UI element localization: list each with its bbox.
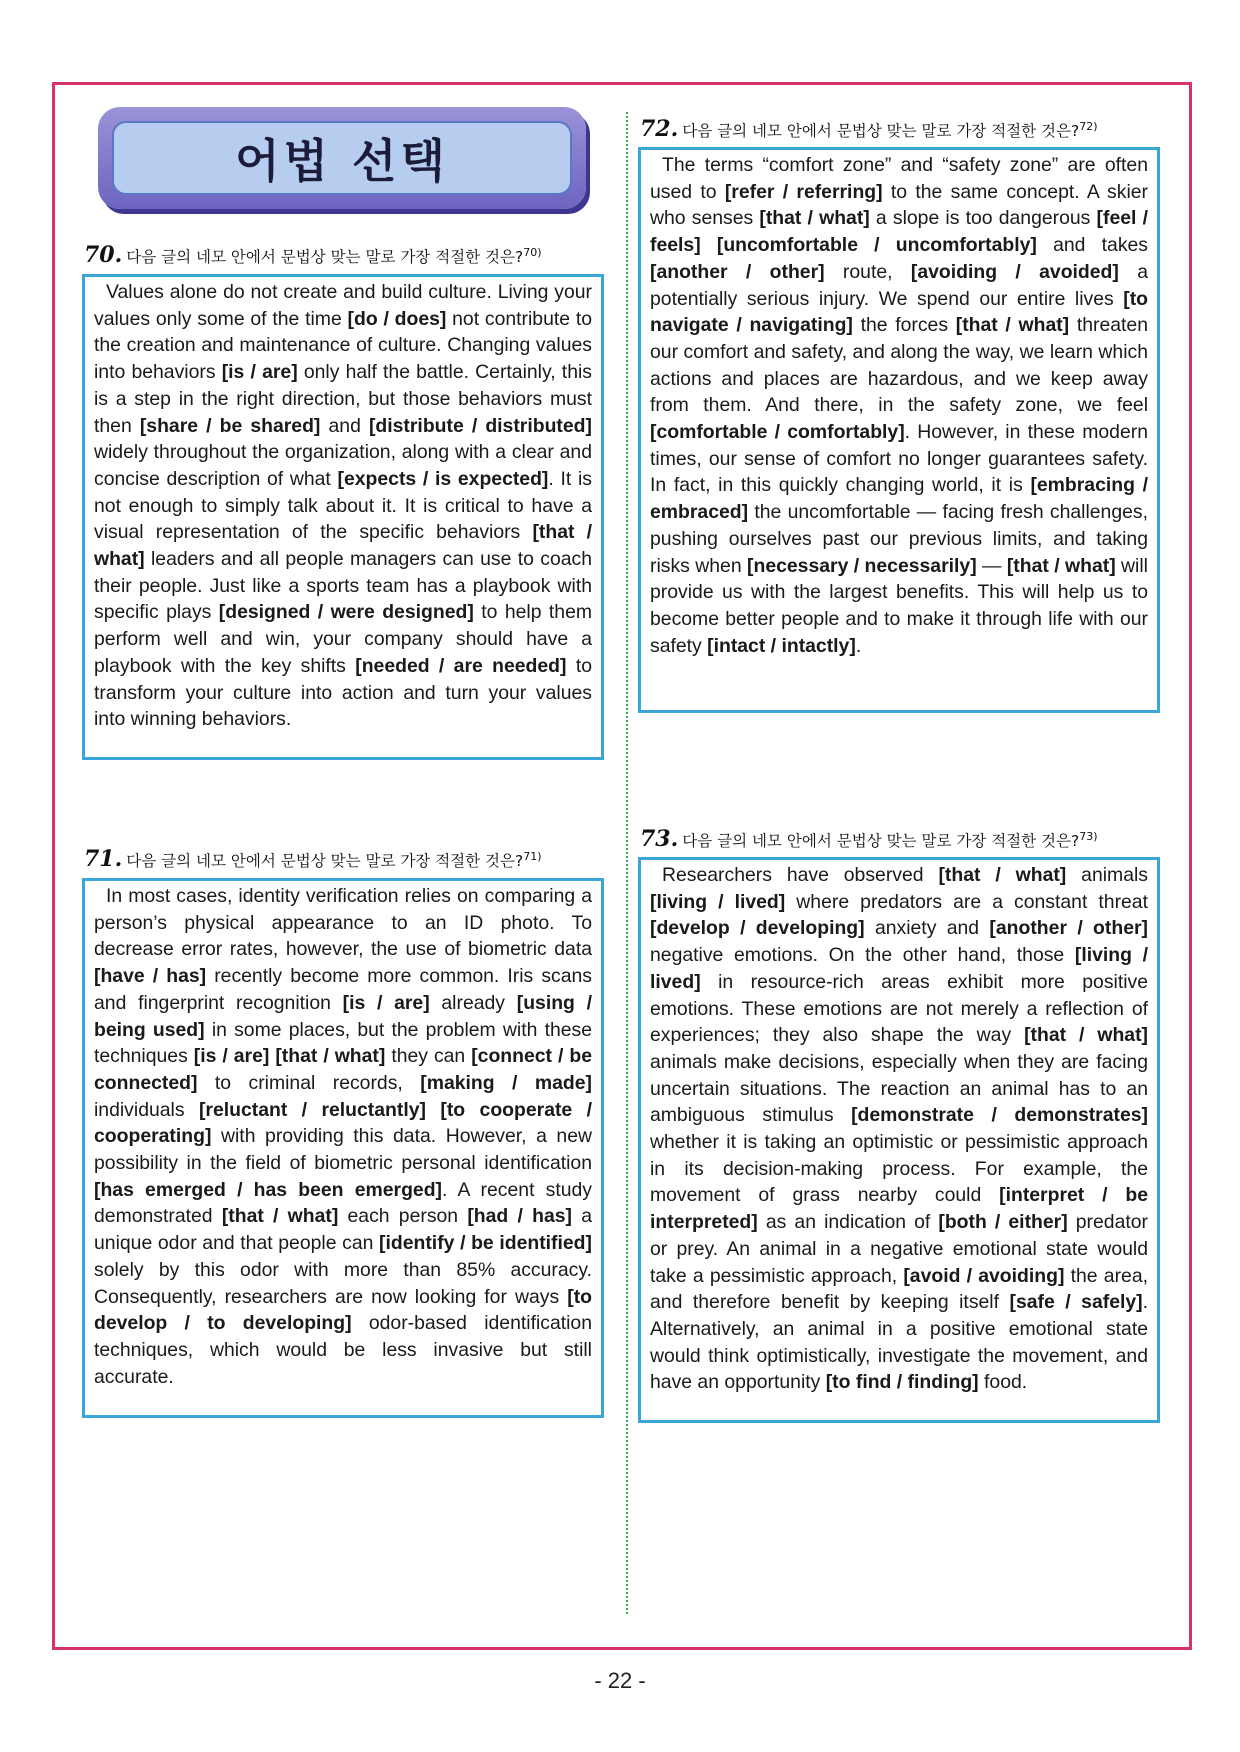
footnote-ref: 73) (1079, 829, 1098, 843)
answer-choice: [to find / finding] (825, 1371, 979, 1394)
passage-box-71 (82, 878, 604, 1418)
passage-text: a slope is too dangerous (869, 207, 1097, 230)
passage-text: recently become more common. Iris scans and fingerprint recognition (94, 965, 592, 1014)
question-number: 72. (640, 116, 679, 142)
passage-text (426, 1099, 440, 1121)
answer-choice: [is / are] (342, 991, 430, 1014)
answer-choice: [another / other] (989, 917, 1148, 940)
answer-choice: [refer / referring] (724, 180, 883, 203)
passage-text: route, (824, 260, 911, 283)
answer-choice: [intact / intactly] (707, 634, 856, 657)
question-number: 70. (84, 242, 123, 268)
passage-text: a unique odor and that people can (94, 1205, 592, 1255)
passage-text: the uncomfortable — facing fresh challenges, pushing ourselves past our previous limits, and taking risks when (650, 501, 1148, 577)
answer-choice: [share / be shared] (139, 414, 321, 437)
question-prompt: 다음 글의 네모 안에서 문법상 맞는 말로 가장 적절한 것은? (126, 248, 524, 266)
passage-text: animals (1066, 864, 1148, 886)
answer-choice: [distribute / distributed] (368, 414, 592, 437)
passage-text: in some places, but the problem with these techniques (94, 1018, 592, 1068)
question-number: 73. (640, 826, 679, 852)
passage-text: to help them perform well and win, your company should have a playbook with the key shifts (94, 601, 593, 677)
answer-choice: [identify / be identified] (379, 1232, 592, 1255)
passage-text: The terms “comfort zone” and “safety zone” are often used to (650, 154, 1148, 203)
passage-text: where predators are a constant threat (785, 890, 1148, 913)
answer-choice: [making / made] (420, 1071, 592, 1094)
answer-choice: [avoid / avoiding] (903, 1264, 1065, 1287)
answer-choice: [interpret / be interpreted] (650, 1184, 1148, 1234)
footnote-ref: 70) (523, 245, 542, 259)
page-number: - 22 - (594, 1668, 646, 1693)
answer-choice: [has emerged / has been emerged] (94, 1178, 442, 1201)
passage-text: predator or prey. An animal in a negative emotional state would take a pessimistic approach, (650, 1211, 1148, 1287)
answer-choice: [uncomfortable / uncomfortably] (716, 234, 1037, 257)
answer-choice: [expects / is expected] (337, 467, 549, 490)
passage-text: threaten our comfort and safety, and along the way, we learn which actions and places are hazardous, and we keep away from them. And there, in the safety zone, we feel (650, 314, 1148, 417)
answer-choice: [to navigate / navigating] (650, 287, 1148, 337)
passage-text: — (976, 554, 1007, 577)
passage-text: only half the battle. Certainly, this is a step in the right direction, but those behaviors must then (94, 361, 592, 437)
passage-text: already (429, 991, 517, 1014)
answer-choice: [necessary / necessarily] (747, 554, 977, 577)
passage-text: . Alternatively, an animal in a positive emotional state would think optimistically, investigate the movement, and have an opportunity (650, 1291, 1148, 1394)
answer-choice: [that / what] (938, 864, 1067, 886)
section-title-plate (112, 121, 572, 195)
answer-choice: [that / what] (275, 1045, 386, 1068)
answer-choice: [needed / are needed] (355, 654, 567, 677)
question-number: 71. (84, 846, 123, 872)
passage-box-72 (638, 147, 1160, 713)
footnote-ref: 72) (1079, 119, 1098, 133)
answer-choice: [is / are] (193, 1045, 270, 1068)
answer-choice: [connect / be connected] (94, 1045, 592, 1094)
passage-text: the area, and therefore benefit by keeping itself (650, 1264, 1148, 1314)
passage-text: animals make decisions, especially when they are facing uncertain situations. The reaction an animal has to an ambiguous stimulus (650, 1050, 1148, 1127)
answer-choice: [do / does] (347, 307, 447, 330)
passage-text: to transform your culture into action and turn your values into winning behaviors. (94, 654, 592, 731)
answer-choice: [that / what] (759, 207, 870, 230)
footnote-ref: 71) (523, 849, 542, 863)
answer-choice: [reluctant / reluctantly] (198, 1098, 426, 1121)
question-heading-72 (640, 116, 1098, 142)
passage-text: . However, in these modern times, our sense of comfort no longer guarantees safety. In fact, in this quickly changing world, it is (650, 421, 1148, 497)
passage-text: odor-based identification techniques, which would be less invasive but still accurate. (94, 1312, 593, 1388)
question-prompt: 다음 글의 네모 안에서 문법상 맞는 말로 가장 적절한 것은? (126, 852, 524, 870)
passage-text: to criminal records, (197, 1071, 421, 1094)
answer-choice: [develop / developing] (650, 917, 865, 940)
answer-choice: [using / being used] (94, 991, 593, 1041)
answer-choice: [demonstrate / demonstrates] (851, 1104, 1148, 1127)
answer-choice: [that / what] (1024, 1024, 1148, 1047)
passage-text: not contribute to the creation and maintenance of culture. Changing values into behaviors (94, 307, 593, 384)
answer-choice: [that / what] (94, 521, 592, 571)
answer-choice: [embracing / embraced] (650, 474, 1149, 524)
answer-choice: [comfortable / comfortably] (650, 421, 905, 444)
question-prompt: 다음 글의 네모 안에서 문법상 맞는 말로 가장 적절한 것은? (682, 832, 1080, 850)
passage-text: and (320, 414, 369, 437)
section-title: 어법 선택 (235, 134, 449, 188)
passage-text: solely by this odor with more than 85% accuracy. Consequently, researchers are now looking for ways (94, 1258, 592, 1308)
question-heading-70 (84, 242, 542, 268)
passage-text: food. (978, 1371, 1028, 1394)
answer-choice: [that / what] (221, 1205, 339, 1228)
passage-text: negative emotions. On the other hand, those (650, 944, 1075, 967)
question-heading-73 (640, 826, 1098, 852)
answer-choice: [to cooperate / cooperating] (94, 1098, 592, 1148)
passage-text: . It is not enough to simply talk about it. It is critical to have a visual representation of the specific behaviors (94, 467, 592, 544)
question-prompt: 다음 글의 네모 안에서 문법상 맞는 말로 가장 적절한 것은? (682, 122, 1080, 140)
passage-text: anxiety and (864, 917, 990, 940)
passage-text: with providing this data. However, a new possibility in the field of biometric personal identification (94, 1125, 592, 1175)
answer-choice: [had / has] (467, 1205, 572, 1228)
passage-box-73 (638, 857, 1160, 1423)
passage-text: a potentially serious injury. We spend our entire lives (650, 260, 1148, 310)
passage-text: as an indication of (757, 1211, 939, 1234)
passage-text: to the same concept. A skier who senses (650, 180, 1148, 230)
answer-choice: [both / either] (938, 1211, 1068, 1234)
section-title-banner (98, 107, 586, 209)
passage-text: will provide us with the largest benefits. This will help us to become better people and to make it through life with our safety (650, 554, 1148, 657)
answer-choice: [is / are] (221, 361, 298, 384)
passage-text: each person (338, 1205, 468, 1228)
answer-choice: [that / what] (1006, 554, 1116, 577)
answer-choice: [to develop / to developing] (94, 1285, 592, 1335)
answer-choice: [living / lived] (650, 890, 786, 913)
passage-text: the forces (852, 314, 956, 337)
passage-text: Values alone do not create and build culture. Living your values only some of the time (94, 281, 592, 330)
passage-text: in resource-rich areas exhibit more positive emotions. These emotions are not merely a reflection of experiences; they also shape the way (650, 970, 1148, 1047)
passage-text: . (855, 634, 862, 657)
question-heading-71 (84, 846, 542, 872)
passage-text: In most cases, identity verification relies on comparing a person’s physical appearance to an ID photo. To decrease error rates, however, the use of biometric data (94, 885, 592, 961)
answer-choice: [have / has] (94, 965, 207, 988)
passage-box-70 (82, 274, 604, 760)
passage-text: whether it is taking an optimistic or pessimistic approach in its decision-making process. For example, the movement of grass nearby could (650, 1131, 1148, 1207)
passage-text: . A recent study demonstrated (94, 1178, 592, 1228)
passage-text: widely throughout the organization, along with a clear and concise description of what (94, 441, 592, 490)
answer-choice: [avoiding / avoided] (910, 260, 1119, 283)
passage-text: Researchers have observed (662, 864, 939, 886)
passage-text: leaders and all people managers can use to coach their people. Just like a sports team has a playbook with specific plays (94, 548, 592, 624)
answer-choice: [safe / safely] (1009, 1291, 1143, 1314)
passage-text: individuals (94, 1098, 199, 1121)
column-divider (626, 112, 628, 1614)
answer-choice: [feel / feels] (650, 207, 1148, 257)
passage-text: they can (385, 1045, 472, 1068)
answer-choice: [living / lived] (650, 944, 1148, 993)
passage-text (701, 234, 717, 256)
answer-choice: [another / other] (650, 260, 825, 283)
answer-choice: [that / what] (955, 314, 1070, 337)
answer-choice: [designed / were designed] (218, 601, 474, 624)
passage-text: and takes (1036, 234, 1148, 257)
